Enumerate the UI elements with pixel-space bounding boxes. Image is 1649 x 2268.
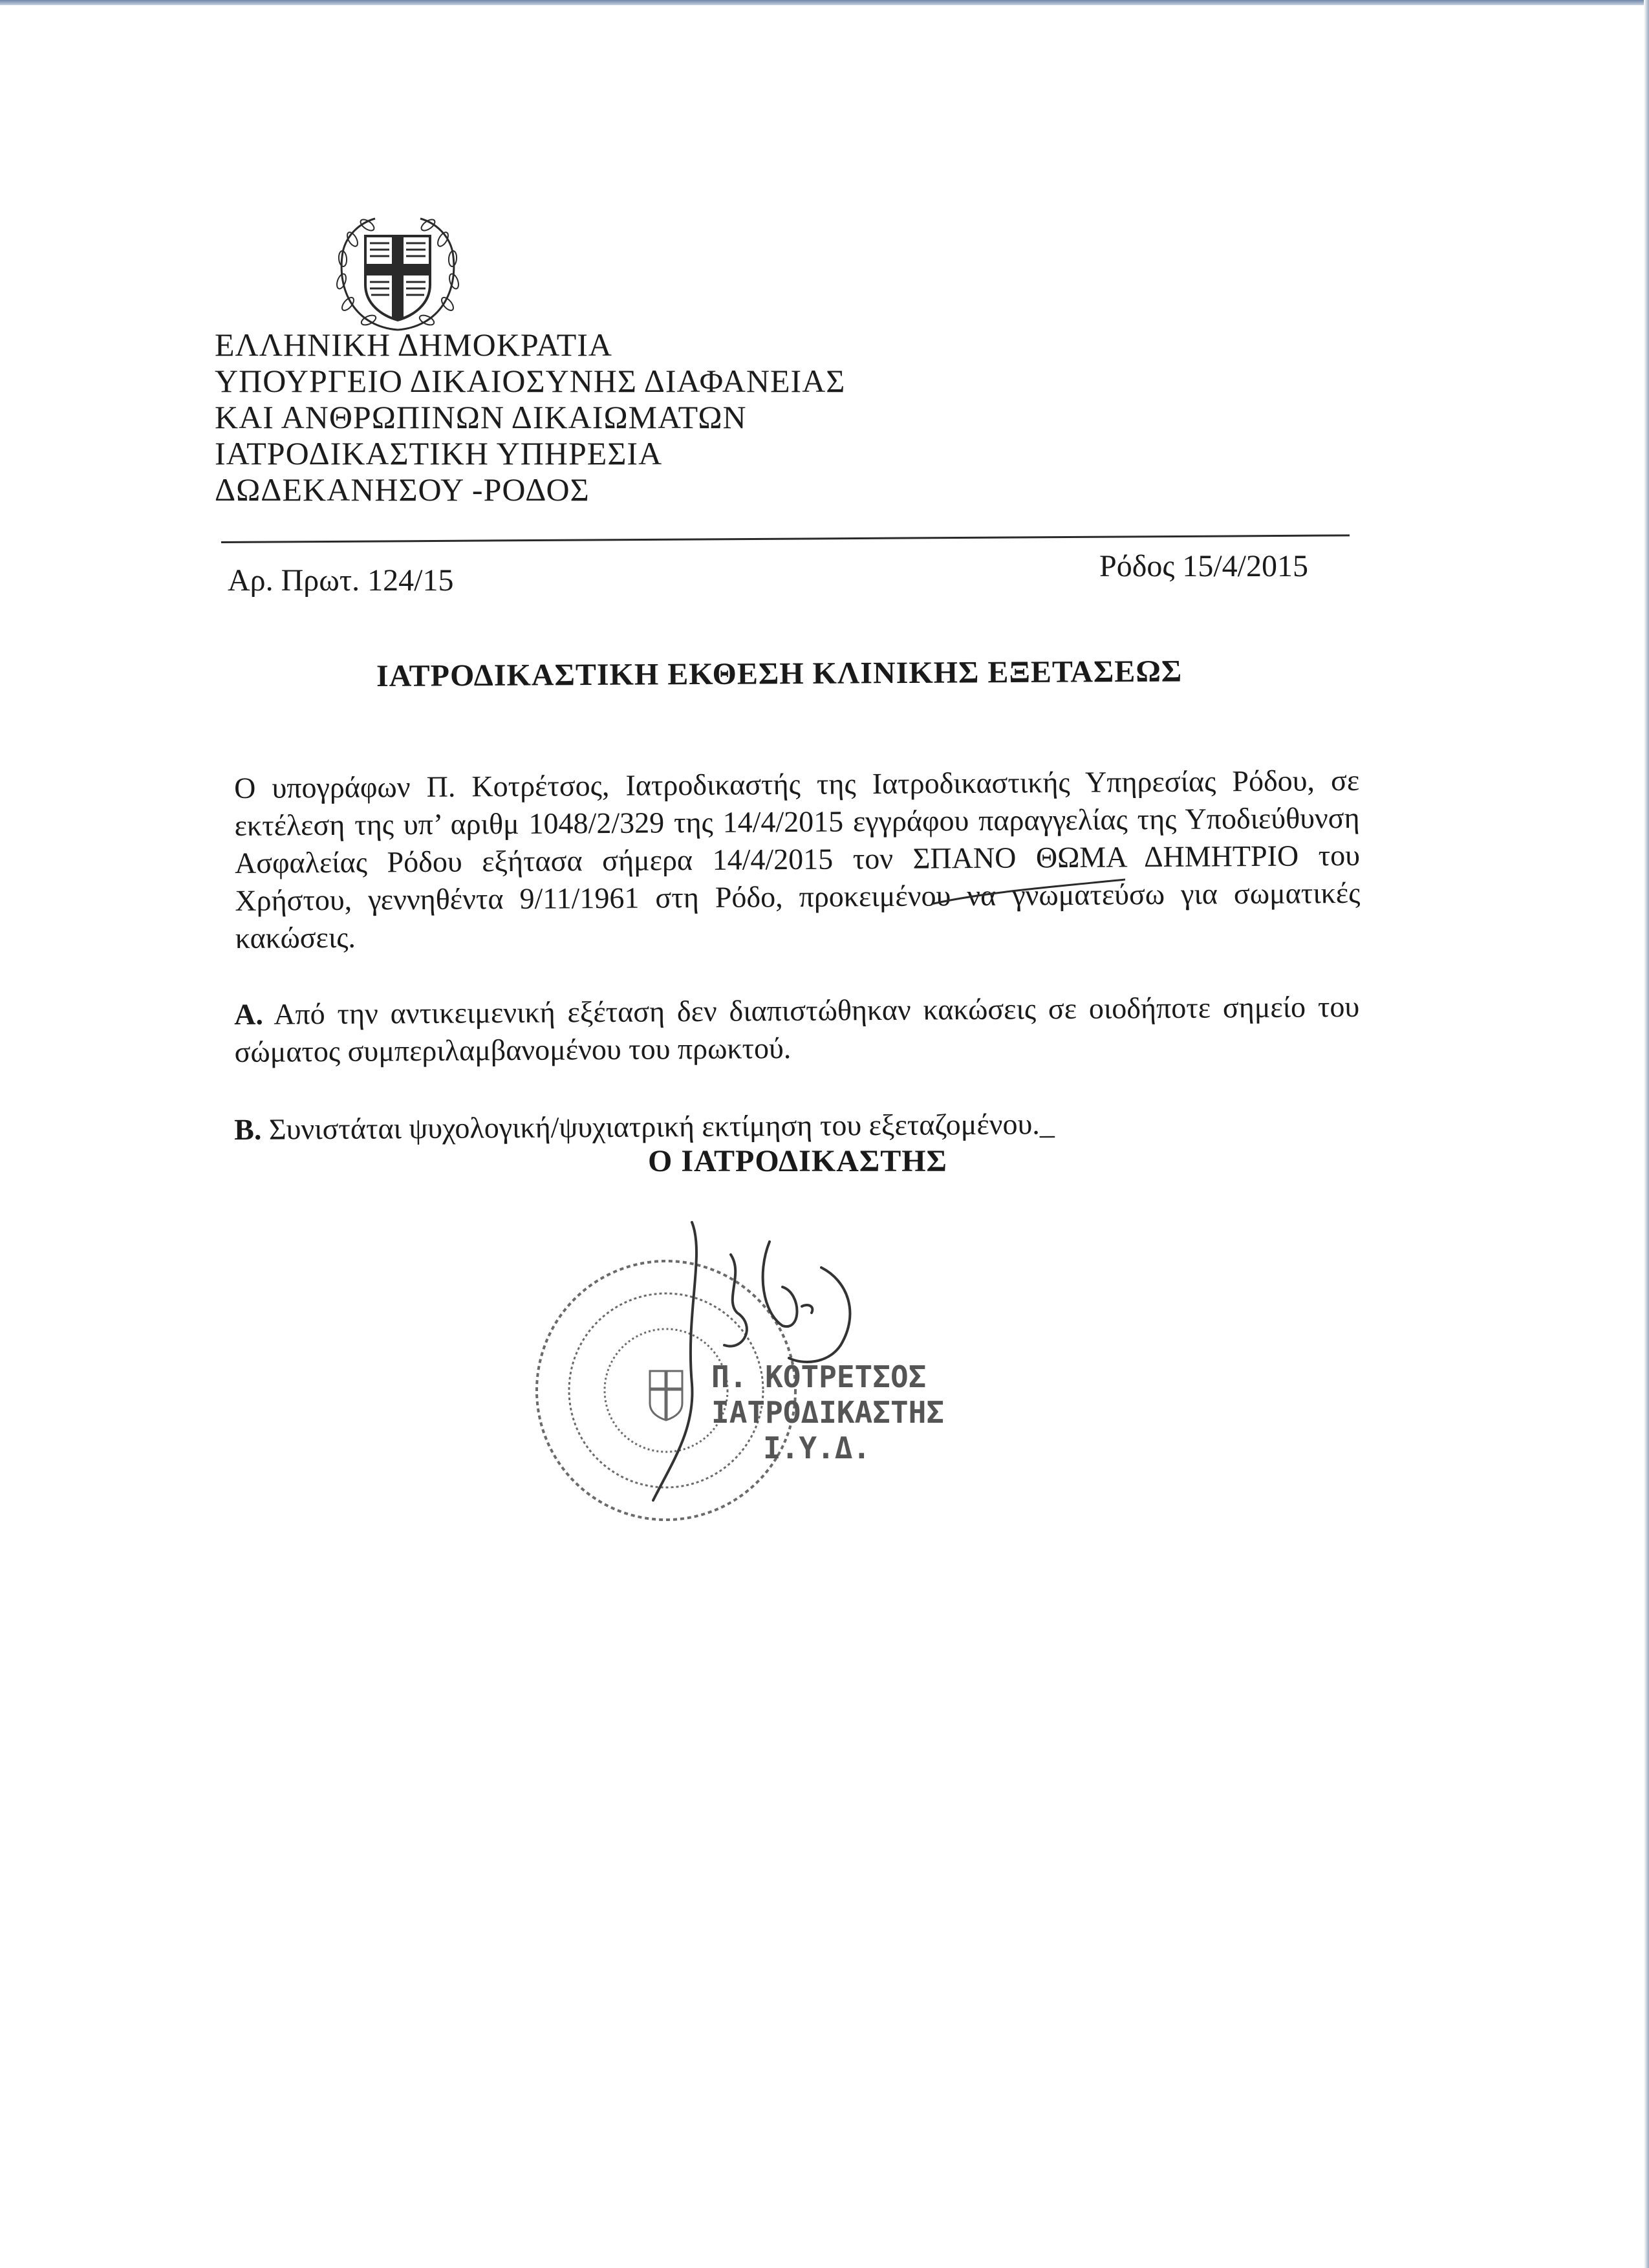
finding-b-text: Συνιστάται ψυχολογική/ψυχιατρική εκτίμηση του εξεταζομένου._ (268, 1107, 1055, 1146)
header-divider (221, 534, 1350, 543)
stamp-role: ΙΑΤΡΟΔΙΚΑΣΤΗΣ (711, 1395, 945, 1430)
scan-edge-right (1644, 0, 1649, 2268)
header-line-ministry: ΥΠΟΥΡΓΕΙΟ ΔΙΚΑΙΟΣΥΝΗΣ ΔΙΑΦΑΝΕΙΑΣ (215, 363, 846, 399)
header-line-location: ΔΩΔΕΚΑΝΗΣΟΥ -ΡΟΔΟΣ (215, 471, 590, 508)
official-stamp-signature (498, 1216, 951, 1552)
document-title: ΙΑΤΡΟΔΙΚΑΣΤΙΚΗ ΕΚΘΕΣΗ ΚΛΙΝΙΚΗΣ ΕΞΕΤΑΣΕΩΣ (376, 654, 1183, 693)
stamp-name: Π. ΚΟΤΡΕΤΣΟΣ (711, 1359, 927, 1394)
finding-b (234, 1103, 1359, 1149)
finding-a-label: Α. (234, 997, 264, 1031)
finding-a (234, 988, 1360, 1071)
handwritten-underline (931, 873, 1125, 912)
header-line-ministry-cont: ΚΑΙ ΑΝΘΡΩΠΙΝΩΝ ΔΙΚΑΙΩΜΑΤΩΝ (215, 399, 747, 435)
finding-b-label: Β. (234, 1112, 262, 1146)
issuer-header (215, 327, 1120, 508)
header-line-service: ΙΑΤΡΟΔΙΚΑΣΤΙΚΗ ΥΠΗΡΕΣΙΑ (215, 435, 663, 471)
intro-paragraph: Ο υπογράφων Π. Κοτρέτσος, Ιατροδικαστής της Ιατροδικαστικής Υπηρεσίας Ρόδου, σε εκτέλεση της υπ’ αριθμ 1048/2/329 της 14/4/2015 εγγράφου παραγγελίας της Υποδιεύθυνση Ασφαλείας Ρόδου εξήτασα σήμερα 14/4/2015 τον ΣΠΑΝΟ ΘΩΜΑ ΔΗΜΗΤΡΙΟ του Χρήστου, γεννηθέντα 9/11/1961 στη Ρόδο, προκειμένου να γνωματεύσω για σωματικές κακώσεις. (234, 763, 1361, 955)
header-line-country: ΕΛΛΗΝΙΚΗ ΔΗΜΟΚΡΑΤΙΑ (215, 327, 612, 363)
stamp-unit: Ι.Υ.Δ. (763, 1431, 871, 1465)
scan-edge-top (0, 0, 1649, 5)
protocol-number: Αρ. Πρωτ. 124/15 (228, 563, 454, 598)
place-date: Ρόδος 15/4/2015 (1099, 549, 1308, 583)
coat-of-arms-icon (330, 207, 466, 336)
signatory-title: Ο ΙΑΤΡΟΔΙΚΑΣΤΗΣ (648, 1144, 947, 1178)
finding-a-text: Από την αντικειμενική εξέταση δεν διαπιστώθηκαν κακώσεις σε οιοδήποτε σημείο του σώματος συμπεριλαμβανομένου του πρωκτού. (234, 989, 1360, 1068)
